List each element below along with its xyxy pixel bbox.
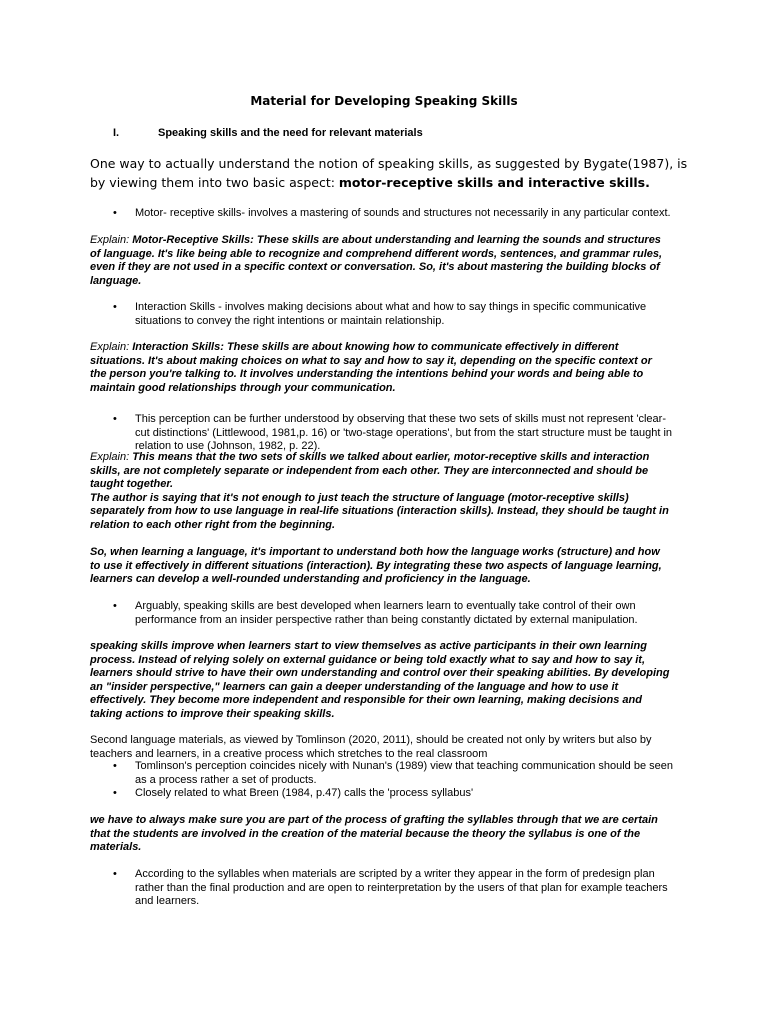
bullet-breen: • Closely related to what Breen (1984, p.47) calls the 'process syllabus' — [135, 787, 675, 801]
bullet-according: • According to the syllables when materials are scripted by a writer they appear in the form of predesign plan rather than the final production and are open to reinterpretation by the users of that plan for example teachers and learners. — [135, 868, 675, 909]
bullet-arguably: • Arguably, speaking skills are best developed when learners learn to eventually take control of their own performance from an insider perspective rather than being constantly dictated by external manipulation. — [135, 600, 675, 627]
paragraph-we-have-to: we have to always make sure you are part of the process of grafting the syllables through that we are certain that the students are involved in the creation of the material because the theory the syllabus is one of the materials. — [90, 814, 658, 853]
intro-paragraph — [90, 154, 690, 192]
paragraph-second-language: Second language materials, as viewed by Tomlinson (2020, 2011), should be created not only by writers but also by teachers and learners, in a creative process which stretches to the real classroom — [90, 734, 652, 760]
explain-text: Interaction Skills: These skills are about knowing how to communicate effectively in different situations. It's about making choices on what to say and how to say it, depending on the specific context or the person you're talking to. It involves understanding the intentions behind your words and being able to maintain good relationships through your communication. — [90, 341, 652, 394]
section-number: I. — [113, 127, 120, 139]
explain-text: Motor-Receptive Skills: These skills are about understanding and learning the sounds and structures of language. It's like being able to recognize and comprehend different words, sentences, and grammar rules, even if they are not used in a specific context or conversation. So, it's about mastering the building blocks of language. — [90, 234, 663, 287]
explain-label: Explain: — [90, 341, 133, 353]
paragraph-speaking-skills-improve: speaking skills improve when learners start to view themselves as active participants in their own learning process. Instead of relying solely on external guidance or being told exactly what to say and how to say it, learners should strive to have their own understanding and control over their speaking abilities. By developing an "insider perspective," learners can gain a deeper understanding of the language and how to use it effectively. They become more independent and responsible for their own learning, making decisions and taking actions to improve their speaking skills. — [90, 640, 670, 720]
explain-perception — [90, 451, 670, 532]
bullet-motor-receptive: • Motor- receptive skills- involves a mastering of sounds and structures not necessarily in any particular context. — [135, 207, 675, 221]
intro-bold: motor-receptive skills and interactive skills. — [338, 175, 650, 190]
bullet-perception: • This perception can be further understood by observing that these two sets of skills must not represent 'clear-cut distinctions' (Littlewood, 1981,p. 16) or 'two-stage operations', but from the start structure must be taught in relation to use (Johnson, 1982, p. 22). — [135, 413, 675, 454]
explain-text: This means that the two sets of skills we talked about earlier, motor-receptive skills and interaction skills, are not completely separate or independent from each other. They are interconnected and should be taught together. — [90, 451, 650, 490]
bullet-tomlinson: • Tomlinson's perception coincides nicely with Nunan's (1989) view that teaching communication should be seen as a process rather a set of products. — [135, 760, 675, 787]
explain-label: Explain: — [90, 451, 133, 463]
paragraph-so-when-learning: So, when learning a language, it's important to understand both how the language works (structure) and how to use it effectively in different situations (interaction). By integrating these two aspects of language learning, learners can develop a well-rounded understanding and proficiency in the language. — [90, 546, 662, 585]
explain-motor-receptive — [90, 234, 670, 288]
section-heading-text: Speaking skills and the need for relevant materials — [158, 127, 423, 139]
explain-text-2: The author is saying that it's not enough to just teach the structure of language (motor-receptive skills) separately from how to use language in real-life situations (interaction skills). Instead, they should be taught in relation to each other right from the beginning. — [90, 491, 669, 531]
explain-label: Explain: — [90, 234, 133, 246]
document-title: Material for Developing Speaking Skills — [250, 94, 518, 108]
section-heading — [113, 127, 423, 139]
bullet-interaction: • Interaction Skills - involves making decisions about what and how to say things in specific communicative situations to convey the right intentions or maintain relationship. — [135, 301, 675, 328]
intro-text: One way to actually understand the notion of speaking skills, as suggested by Bygate(1987), is by viewing them into two basic aspect: — [90, 156, 688, 190]
explain-interaction — [90, 341, 670, 395]
